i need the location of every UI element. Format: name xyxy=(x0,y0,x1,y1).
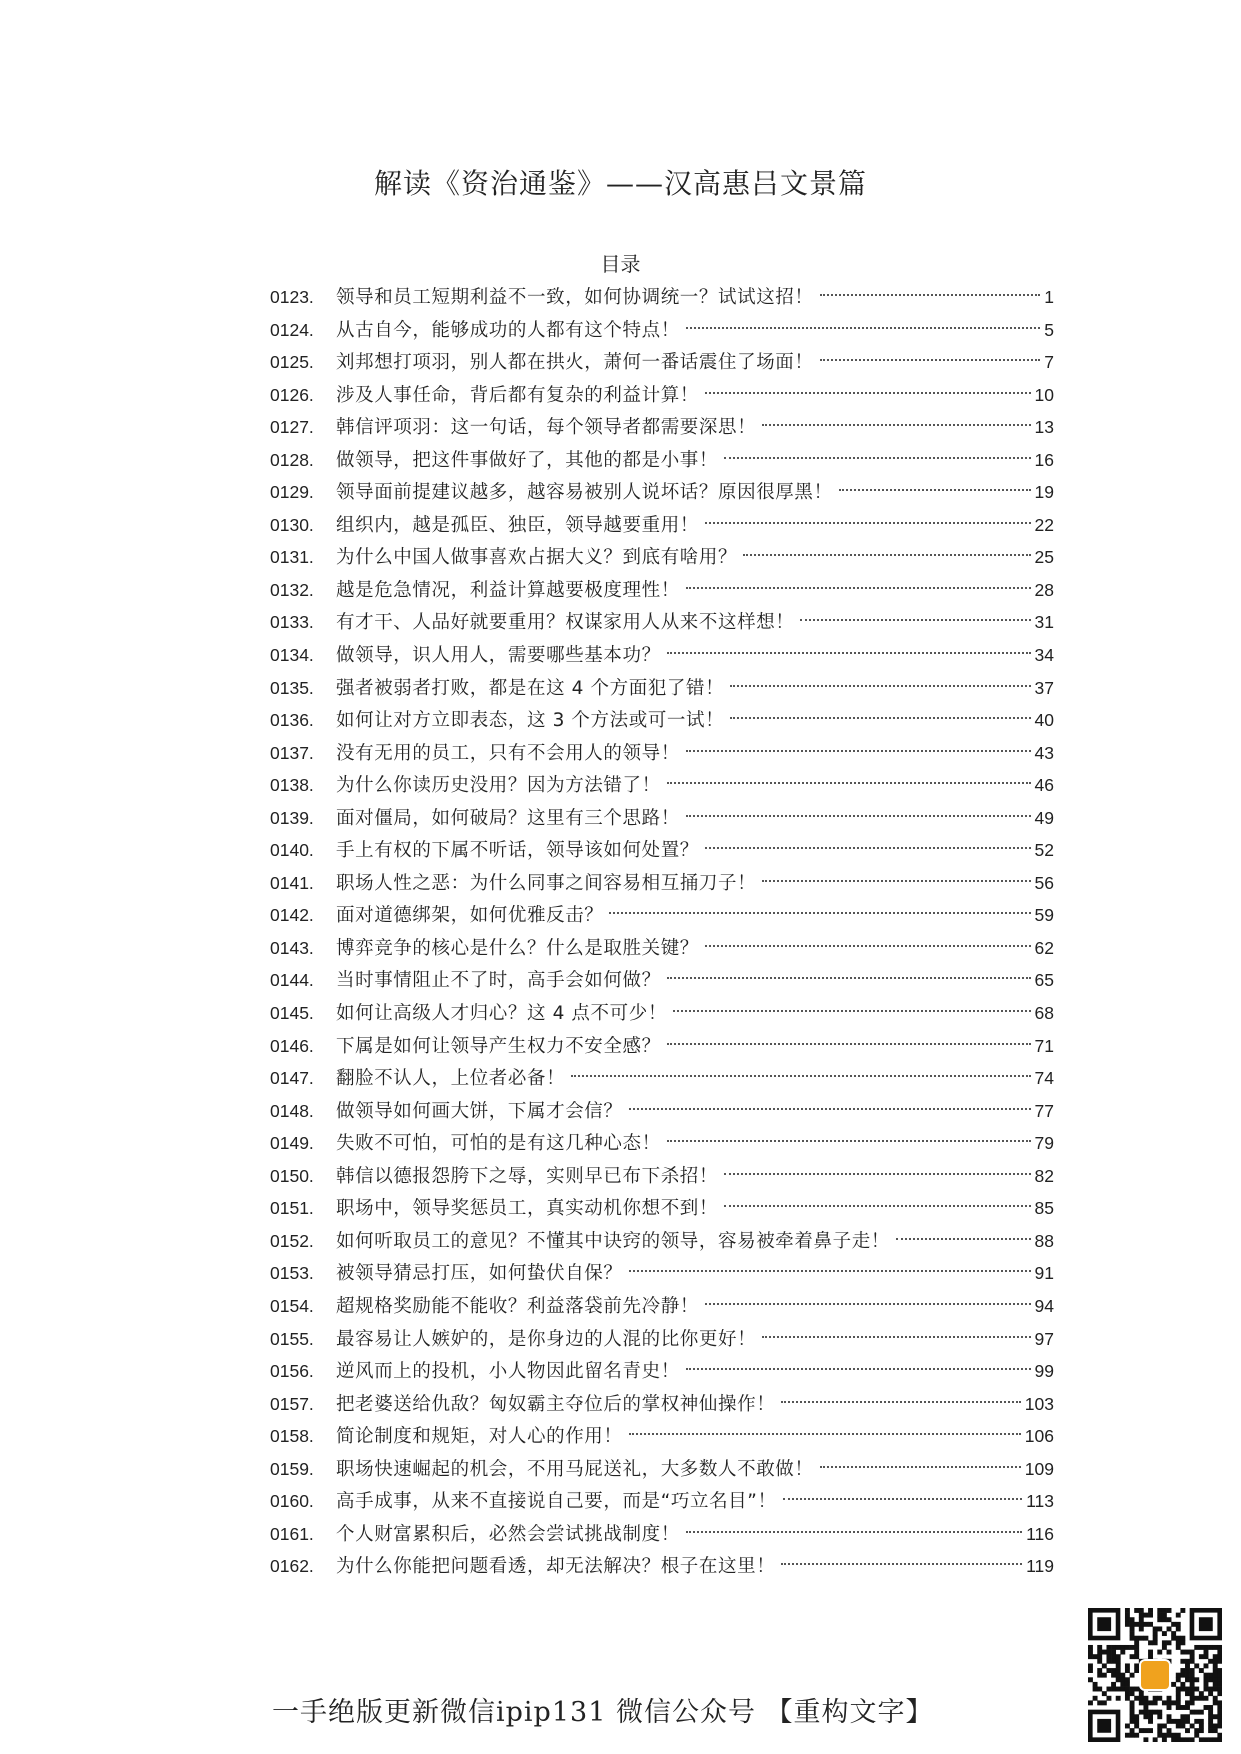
qr-code xyxy=(1088,1608,1222,1742)
toc-entry-title: 从古自今，能够成功的人都有这个特点！ xyxy=(336,319,680,341)
toc-entry[interactable] xyxy=(270,1453,1054,1486)
toc-entry-number: 0141. xyxy=(270,872,314,893)
toc-entry[interactable] xyxy=(270,314,1054,347)
toc-entry-page: 116 xyxy=(1026,1523,1054,1544)
toc-dot-leader xyxy=(705,392,1031,394)
toc-entry-title: 失败不可怕，可怕的是有这几种心态！ xyxy=(336,1133,661,1155)
toc-entry-title: 为什么你能把问题看透，却无法解决？根子在这里！ xyxy=(336,1556,776,1578)
toc-entry-number: 0149. xyxy=(270,1133,314,1154)
toc-entry-number: 0144. xyxy=(270,970,314,991)
toc-entry-number: 0139. xyxy=(270,807,314,828)
toc-entry-page: 16 xyxy=(1034,449,1054,470)
toc-dot-leader xyxy=(667,1140,1031,1142)
toc-entry[interactable] xyxy=(270,1192,1054,1225)
toc-entry-number: 0127. xyxy=(270,417,314,438)
toc-entry-page: 79 xyxy=(1034,1133,1054,1154)
toc-entry-number: 0126. xyxy=(270,384,314,405)
toc-entry-title: 简论制度和规矩，对人心的作用！ xyxy=(336,1426,623,1448)
toc-entry-page: 99 xyxy=(1034,1361,1054,1382)
toc-heading: 目录 xyxy=(600,252,641,276)
toc-entry-title: 翻脸不认人，上位者必备！ xyxy=(336,1068,566,1090)
toc-entry-number: 0152. xyxy=(270,1230,314,1251)
toc-entry-title: 职场人性之恶：为什么同事之间容易相互捅刀子！ xyxy=(336,872,757,894)
toc-entry[interactable] xyxy=(270,1160,1054,1193)
toc-entry-page: 82 xyxy=(1034,1165,1054,1186)
toc-entry-title: 面对道德绑架，如何优雅反击？ xyxy=(336,905,604,927)
toc-entry-title: 组织内，越是孤臣、独臣，领导越要重用！ xyxy=(336,514,699,536)
toc-dot-leader xyxy=(724,1205,1031,1207)
toc-entry-title: 为什么你读历史没用？因为方法错了！ xyxy=(336,775,661,797)
toc-entry-number: 0162. xyxy=(270,1556,314,1577)
toc-entry-page: 62 xyxy=(1034,937,1054,958)
toc-dot-leader xyxy=(724,1173,1031,1175)
toc-entry-page: 56 xyxy=(1034,872,1054,893)
toc-entry-number: 0132. xyxy=(270,579,314,600)
toc-entry-page: 10 xyxy=(1034,384,1054,405)
toc-entry[interactable] xyxy=(270,1485,1054,1518)
toc-entry[interactable] xyxy=(270,802,1054,835)
toc-entry-title: 为什么中国人做事喜欢占据大义？到底有啥用？ xyxy=(336,547,738,569)
toc-dot-leader xyxy=(743,554,1030,556)
toc-entry[interactable] xyxy=(270,867,1054,900)
toc-entry-title: 强者被弱者打败，都是在这 4 个方面犯了错！ xyxy=(336,677,725,699)
toc-entry-page: 88 xyxy=(1034,1230,1054,1251)
toc-entry-number: 0156. xyxy=(270,1361,314,1382)
footer-text: 一手绝版更新微信ipip131 微信公众号 【重构文字】 xyxy=(272,1697,934,1728)
toc-entry-number: 0142. xyxy=(270,905,314,926)
toc-entry-title: 做领导，识人用人，需要哪些基本功？ xyxy=(336,645,661,667)
toc-entry-title: 如何让高级人才归心？这 4 点不可少！ xyxy=(336,1003,667,1025)
toc-entry-title: 韩信评项羽：这一句话，每个领导者都需要深思！ xyxy=(336,417,757,439)
toc-entry-title: 下属是如何让领导产生权力不安全感？ xyxy=(336,1035,661,1057)
toc-entry-title: 如何让对方立即表态，这 3 个方法或可一试！ xyxy=(336,710,725,732)
toc-entry-page: 106 xyxy=(1024,1426,1054,1447)
toc-dot-leader xyxy=(839,489,1031,491)
toc-entry[interactable] xyxy=(270,1355,1054,1388)
toc-entry[interactable] xyxy=(270,541,1054,574)
toc-dot-leader xyxy=(686,1368,1031,1370)
toc-entry-title: 个人财富累积后，必然会尝试挑战制度！ xyxy=(336,1523,680,1545)
toc-entry-page: 22 xyxy=(1034,514,1054,535)
toc-entry-page: 103 xyxy=(1024,1393,1054,1414)
toc-entry-title: 做领导如何画大饼，下属才会信？ xyxy=(336,1100,623,1122)
toc-entry-title: 领导和员工短期利益不一致，如何协调统一？试试这招！ xyxy=(336,287,814,308)
toc-entry[interactable] xyxy=(270,444,1054,477)
toc-dot-leader xyxy=(667,977,1031,979)
toc-entry-title: 涉及人事任命，背后都有复杂的利益计算！ xyxy=(336,384,699,406)
toc-dot-leader xyxy=(724,457,1031,459)
toc-entry-number: 0158. xyxy=(270,1426,314,1447)
toc-entry-title: 没有无用的员工，只有不会用人的领导！ xyxy=(336,742,680,764)
toc-entry[interactable] xyxy=(270,704,1054,737)
toc-entry-page: 109 xyxy=(1024,1458,1054,1479)
toc-entry-number: 0136. xyxy=(270,710,314,731)
toc-entry-page: 5 xyxy=(1044,319,1054,340)
toc-entry[interactable] xyxy=(270,672,1054,705)
toc-entry-page: 46 xyxy=(1034,775,1054,796)
toc-dot-leader xyxy=(686,587,1031,589)
toc-entry[interactable] xyxy=(270,1323,1054,1356)
toc-entry-title: 逆风而上的投机，小人物因此留名青史！ xyxy=(336,1361,680,1383)
toc-entry-title: 高手成事，从来不直接说自己要，而是“巧立名目”！ xyxy=(336,1491,777,1513)
toc-entry-number: 0129. xyxy=(270,482,314,503)
toc-entry-page: 74 xyxy=(1034,1068,1054,1089)
toc-entry-page: 40 xyxy=(1034,710,1054,731)
toc-entry[interactable] xyxy=(270,1420,1054,1453)
toc-entry[interactable] xyxy=(270,737,1054,770)
toc-entry-title: 职场快速崛起的机会，不用马屁送礼，大多数人不敢做！ xyxy=(336,1458,814,1480)
toc-entry-number: 0125. xyxy=(270,352,314,373)
toc-entry[interactable] xyxy=(270,1225,1054,1258)
toc-dot-leader xyxy=(667,782,1031,784)
toc-entry-number: 0147. xyxy=(270,1068,314,1089)
toc-entry-title: 博弈竞争的核心是什么？什么是取胜关键？ xyxy=(336,937,699,959)
toc-entry-page: 43 xyxy=(1034,742,1054,763)
toc-entry-number: 0128. xyxy=(270,449,314,470)
toc-entry-title: 韩信以德报怨胯下之辱，实则早已布下杀招！ xyxy=(336,1165,719,1187)
table-of-contents xyxy=(270,281,1054,1583)
toc-entry-number: 0151. xyxy=(270,1198,314,1219)
toc-entry[interactable] xyxy=(270,1030,1054,1063)
toc-entry-page: 68 xyxy=(1034,1003,1054,1024)
toc-entry-number: 0153. xyxy=(270,1263,314,1284)
toc-dot-leader xyxy=(673,1010,1031,1012)
toc-entry[interactable] xyxy=(270,1550,1054,1583)
toc-dot-leader xyxy=(820,359,1041,361)
toc-entry-page: 7 xyxy=(1044,352,1054,373)
toc-entry-title: 被领导猜忌打压，如何蛰伏自保？ xyxy=(336,1263,623,1285)
toc-entry[interactable] xyxy=(270,281,1054,314)
toc-entry-page: 13 xyxy=(1034,417,1054,438)
toc-entry-number: 0123. xyxy=(270,287,314,307)
toc-entry-number: 0124. xyxy=(270,319,314,340)
toc-entry-number: 0131. xyxy=(270,547,314,568)
toc-dot-leader xyxy=(762,424,1030,426)
toc-entry[interactable] xyxy=(270,1290,1054,1323)
toc-dot-leader xyxy=(800,619,1030,621)
toc-entry-page: 34 xyxy=(1034,645,1054,666)
toc-entry-number: 0135. xyxy=(270,677,314,698)
toc-dot-leader xyxy=(820,1466,1021,1468)
toc-entry-title: 当时事情阻止不了时，高手会如何做？ xyxy=(336,970,661,992)
toc-entry[interactable] xyxy=(270,964,1054,997)
toc-entry-page: 19 xyxy=(1034,482,1054,503)
toc-dot-leader xyxy=(781,1563,1022,1565)
toc-entry-number: 0157. xyxy=(270,1393,314,1414)
toc-dot-leader xyxy=(705,945,1031,947)
toc-dot-leader xyxy=(629,1270,1031,1272)
toc-entry-number: 0150. xyxy=(270,1165,314,1186)
toc-entry-number: 0145. xyxy=(270,1003,314,1024)
toc-dot-leader xyxy=(667,652,1031,654)
toc-entry-title: 超规格奖励能不能收？利益落袋前先冷静！ xyxy=(336,1295,699,1317)
toc-entry-page: 37 xyxy=(1034,677,1054,698)
toc-entry[interactable] xyxy=(270,1518,1054,1551)
toc-entry-number: 0137. xyxy=(270,742,314,763)
toc-dot-leader xyxy=(629,1433,1021,1435)
toc-entry[interactable] xyxy=(270,834,1054,867)
toc-entry-page: 31 xyxy=(1034,612,1054,633)
toc-entry-page: 85 xyxy=(1034,1198,1054,1219)
toc-entry-number: 0133. xyxy=(270,612,314,633)
toc-entry-page: 25 xyxy=(1034,547,1054,568)
toc-entry[interactable] xyxy=(270,509,1054,542)
toc-entry-page: 49 xyxy=(1034,807,1054,828)
toc-dot-leader xyxy=(705,847,1031,849)
toc-dot-leader xyxy=(762,1336,1030,1338)
toc-entry-title: 领导面前提建议越多，越容易被别人说坏话？原因很厚黑！ xyxy=(336,482,833,504)
toc-entry[interactable] xyxy=(270,476,1054,509)
qr-logo-badge xyxy=(1139,1659,1171,1691)
toc-entry-page: 59 xyxy=(1034,905,1054,926)
toc-entry-number: 0138. xyxy=(270,775,314,796)
toc-dot-leader xyxy=(667,1043,1031,1045)
toc-entry[interactable] xyxy=(270,899,1054,932)
toc-entry[interactable] xyxy=(270,1062,1054,1095)
toc-entry-number: 0161. xyxy=(270,1523,314,1544)
toc-entry-title: 做领导，把这件事做好了，其他的都是小事！ xyxy=(336,449,719,471)
toc-entry[interactable] xyxy=(270,411,1054,444)
toc-entry[interactable] xyxy=(270,1127,1054,1160)
toc-dot-leader xyxy=(730,717,1030,719)
toc-entry-number: 0155. xyxy=(270,1328,314,1349)
toc-dot-leader xyxy=(705,1303,1031,1305)
toc-entry-number: 0159. xyxy=(270,1458,314,1479)
toc-entry[interactable] xyxy=(270,1257,1054,1290)
toc-dot-leader xyxy=(730,685,1030,687)
toc-entry[interactable] xyxy=(270,379,1054,412)
toc-entry[interactable] xyxy=(270,639,1054,672)
document-title: 解读《资治通鉴》——汉高惠吕文景篇 xyxy=(373,167,867,200)
toc-entry-page: 1 xyxy=(1044,287,1054,307)
toc-entry-page: 77 xyxy=(1034,1100,1054,1121)
toc-entry-page: 28 xyxy=(1034,579,1054,600)
toc-entry-page: 52 xyxy=(1034,840,1054,861)
toc-dot-leader xyxy=(686,327,1040,329)
toc-entry-number: 0134. xyxy=(270,645,314,666)
toc-entry[interactable] xyxy=(270,769,1054,802)
toc-dot-leader xyxy=(629,1108,1031,1110)
toc-dot-leader xyxy=(609,912,1030,914)
toc-entry[interactable] xyxy=(270,997,1054,1030)
toc-dot-leader xyxy=(783,1498,1023,1500)
toc-dot-leader xyxy=(686,1531,1022,1533)
toc-dot-leader xyxy=(686,750,1031,752)
toc-entry-page: 65 xyxy=(1034,970,1054,991)
toc-dot-leader xyxy=(762,880,1030,882)
toc-dot-leader xyxy=(820,294,1041,296)
toc-entry-page: 119 xyxy=(1026,1556,1054,1577)
toc-entry-page: 91 xyxy=(1034,1263,1054,1284)
toc-entry[interactable] xyxy=(270,346,1054,379)
toc-entry[interactable] xyxy=(270,1388,1054,1421)
toc-entry-number: 0143. xyxy=(270,937,314,958)
toc-entry-title: 职场中，领导奖惩员工，真实动机你想不到！ xyxy=(336,1198,719,1220)
toc-dot-leader xyxy=(686,815,1031,817)
toc-dot-leader xyxy=(781,1401,1020,1403)
toc-entry-number: 0140. xyxy=(270,840,314,861)
toc-entry-number: 0146. xyxy=(270,1035,314,1056)
toc-dot-leader xyxy=(571,1075,1030,1077)
toc-entry-number: 0130. xyxy=(270,514,314,535)
toc-entry-title: 面对僵局，如何破局？这里有三个思路！ xyxy=(336,807,680,829)
toc-entry-page: 94 xyxy=(1034,1295,1054,1316)
toc-entry-title: 有才干、人品好就要重用？权谋家用人从来不这样想！ xyxy=(336,612,795,634)
toc-entry-title: 刘邦想打项羽，别人都在拱火，萧何一番话震住了场面！ xyxy=(336,352,814,374)
toc-entry-number: 0148. xyxy=(270,1100,314,1121)
toc-entry-page: 71 xyxy=(1034,1035,1054,1056)
toc-entry[interactable] xyxy=(270,1095,1054,1128)
toc-entry-number: 0154. xyxy=(270,1295,314,1316)
toc-entry-title: 如何听取员工的意见？不懂其中诀窍的领导，容易被牵着鼻子走！ xyxy=(336,1230,890,1252)
toc-entry-page: 97 xyxy=(1034,1328,1054,1349)
toc-entry-title: 手上有权的下属不听话，领导该如何处置？ xyxy=(336,840,699,862)
toc-entry[interactable] xyxy=(270,606,1054,639)
toc-entry-page: 113 xyxy=(1026,1491,1054,1512)
toc-entry[interactable] xyxy=(270,932,1054,965)
toc-entry-title: 越是危急情况，利益计算越要极度理性！ xyxy=(336,579,680,601)
toc-entry-title: 把老婆送给仇敌？匈奴霸主夺位后的掌权神仙操作！ xyxy=(336,1393,776,1415)
toc-entry-number: 0160. xyxy=(270,1491,314,1512)
toc-dot-leader xyxy=(705,522,1031,524)
toc-entry[interactable] xyxy=(270,574,1054,607)
toc-entry-title: 最容易让人嫉妒的，是你身边的人混的比你更好！ xyxy=(336,1328,757,1350)
toc-dot-leader xyxy=(896,1238,1031,1240)
